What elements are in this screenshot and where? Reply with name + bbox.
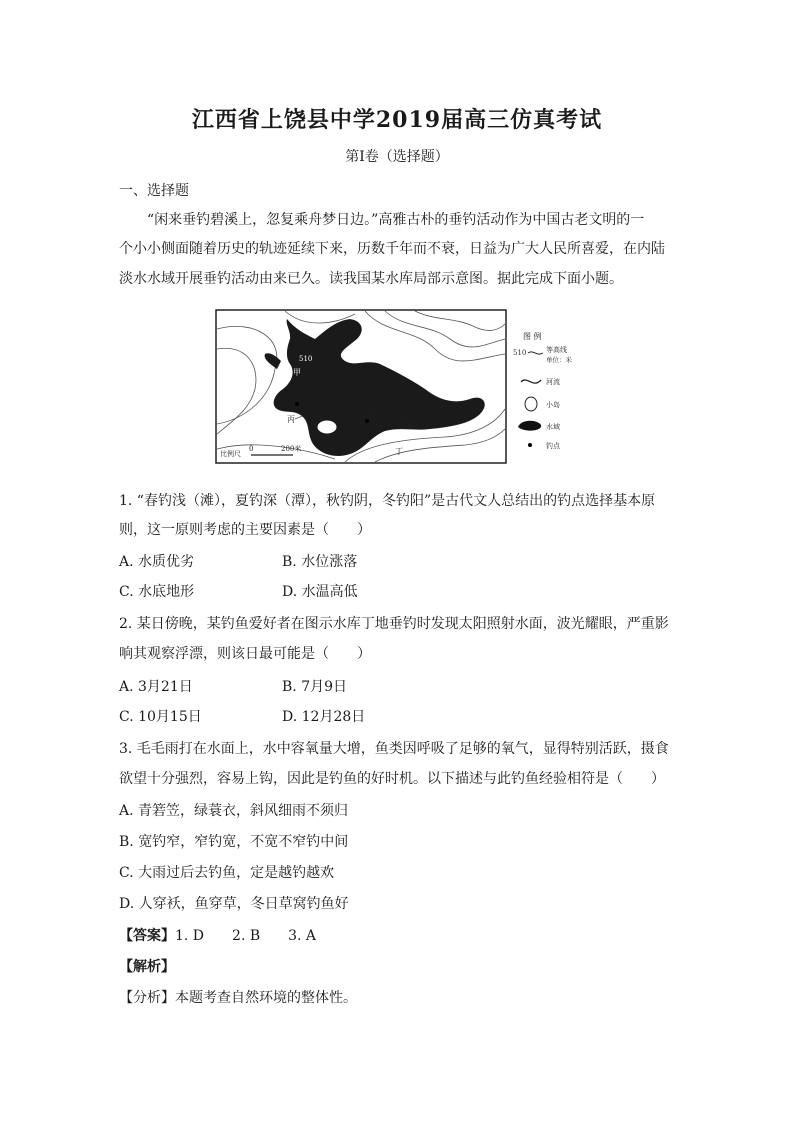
q3-line-1: 3. 毛毛雨打在水面上，水中容氧量大增，鱼类因呼吸了足够的氧气，显得特别活跃，摄食 — [119, 741, 669, 757]
intro-line-1: “闲来垂钓碧溪上，忽复乘舟梦日边。”高雅古朴的垂钓活动作为中国古老文明的一 — [147, 212, 645, 228]
legend-contour-symbol — [528, 352, 543, 354]
scale-end: 200米 — [281, 445, 302, 453]
q2-option-b[interactable]: B. 7月9日 — [282, 679, 348, 695]
q1-option-c[interactable]: C. 水底地形 — [119, 584, 195, 600]
q1-option-b[interactable]: B. 水位涨落 — [282, 554, 358, 570]
legend-contour-unit: 单位：米 — [546, 356, 572, 364]
analysis-heading: 【解析】 — [119, 959, 175, 975]
q3-option-d[interactable]: D. 人穿袄，鱼穿草，冬日草窝钓鱼好 — [119, 896, 349, 912]
legend-water: 水域 — [546, 423, 560, 431]
legend-river-symbol — [521, 380, 541, 383]
q1-option-a[interactable]: A. 水质优劣 — [119, 554, 195, 570]
q1-option-d[interactable]: D. 水温高低 — [282, 584, 358, 600]
contour-label-515: 515 — [405, 421, 419, 429]
q3-option-c[interactable]: C. 大雨过后去钓鱼，定是越钓越欢 — [119, 865, 335, 881]
reservoir-map — [215, 309, 590, 464]
point-label-jia: 甲 — [293, 368, 301, 377]
point-label-yi: 乙 — [370, 410, 378, 419]
legend-river: 河流 — [546, 378, 560, 386]
q1-line-1: 1. “春钓浅（滩），夏钓深（潭），秋钓阴，冬钓阳”是古代文人总结出的钓点选择基本原 — [119, 493, 656, 509]
page-subtitle: 第Ⅰ卷（选择题） — [345, 149, 449, 165]
contour-label-510: 510 — [299, 355, 313, 363]
point-label-bing: 丙 — [287, 415, 295, 424]
q2-option-d[interactable]: D. 12月28日 — [282, 709, 366, 725]
analysis-label: 【分析】 — [119, 990, 175, 1006]
q3-line-2: 欲望十分强烈，容易上钩，因此是钓鱼的好时机。以下描述与此钓鱼经验相符是（ ） — [119, 771, 665, 787]
legend-spot: 钓点 — [546, 442, 560, 450]
q3-option-b[interactable]: B. 宽钓窄，窄钓宽，不宽不窄钓中间 — [119, 834, 349, 850]
spot-yi — [365, 419, 369, 423]
point-label-ding: 丁 — [395, 447, 403, 456]
spot-bing — [295, 402, 299, 406]
answer-label: 【答案】 — [119, 928, 175, 944]
q3-option-a[interactable]: A. 青箬笠，绿蓑衣，斜风细雨不须归 — [119, 803, 349, 819]
legend-island: 小岛 — [546, 401, 560, 409]
legend-contour-value: 510 — [513, 349, 527, 357]
map-legend — [513, 331, 573, 450]
legend-water-symbol — [518, 421, 541, 431]
q1-line-2: 则，这一原则考虑的主要因素是（ ） — [119, 522, 371, 538]
intro-line-3: 淡水水域开展垂钓活动由来已久。读我国某水库局部示意图。据此完成下面小题。 — [119, 271, 623, 287]
legend-contour-text: 等高线 — [546, 346, 567, 354]
analysis-text: 本题考查自然环境的整体性。 — [175, 990, 357, 1006]
legend-island-symbol — [525, 397, 537, 411]
legend-spot-symbol — [528, 443, 532, 447]
q2-option-a[interactable]: A. 3月21日 — [119, 679, 193, 695]
answer-row — [119, 925, 316, 945]
q2-option-c[interactable]: C. 10月15日 — [119, 709, 202, 725]
island — [318, 421, 336, 433]
intro-line-2: 个小小侧面随着历史的轨迹延续下来，历数千年而不衰，日益为广大人民所喜爱，在内陆 — [119, 241, 665, 257]
scale-start: 0 — [249, 445, 254, 453]
scale-label: 比例尺 — [220, 450, 241, 458]
page-title: 江西省上饶县中学2019届高三仿真考试 — [191, 107, 603, 133]
q2-line-2: 响其观察浮漂，则该日最可能是（ ） — [119, 646, 371, 662]
answer-text: 1. D 2. B 3. A — [175, 928, 317, 944]
analysis-row — [119, 987, 357, 1007]
section-heading: 一、选择题 — [119, 183, 189, 199]
q2-line-1: 2. 某日傍晚，某钓鱼爱好者在图示水库丁地垂钓时发现太阳照射水面，波光耀眼，严重影 — [119, 616, 669, 632]
legend-title: 图 例 — [523, 332, 542, 341]
